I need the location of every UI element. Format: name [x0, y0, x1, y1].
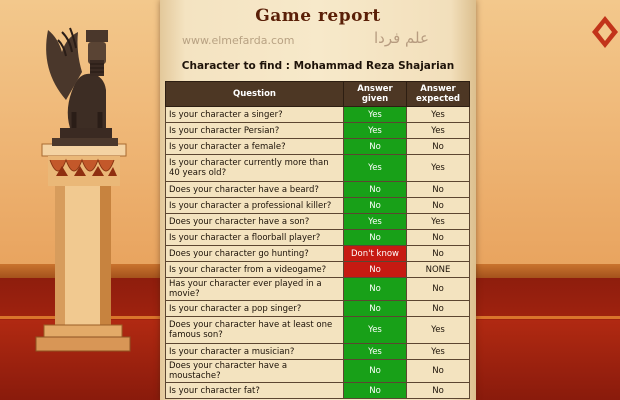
lamassu-statue-icon [46, 28, 108, 128]
question-cell: Is your character a female? [166, 139, 344, 155]
table-row [166, 383, 470, 399]
answer-given-cell: Yes [344, 107, 407, 123]
table-row [166, 155, 470, 182]
character-to-find: Character to find : Mohammad Reza Shajarian [181, 60, 455, 72]
answer-expected-cell: Yes [407, 155, 470, 182]
table-row [166, 344, 470, 360]
answer-given-cell: No [344, 139, 407, 155]
answer-given-cell: No [344, 278, 407, 301]
table-row [166, 317, 470, 344]
answer-given-cell: Don't know [344, 246, 407, 262]
question-cell: Is your character from a videogame? [166, 262, 344, 278]
table-row [166, 198, 470, 214]
table-row [166, 262, 470, 278]
answer-expected-cell: No [407, 139, 470, 155]
answer-expected-cell: No [407, 198, 470, 214]
answer-expected-cell: Yes [407, 123, 470, 139]
question-cell: Does your character have a beard? [166, 182, 344, 198]
answer-given-cell: No [344, 262, 407, 278]
header-answer-expected: Answer expected [407, 82, 470, 107]
answer-expected-cell: No [407, 246, 470, 262]
table-row [166, 107, 470, 123]
question-cell: Is your character Persian? [166, 123, 344, 139]
question-cell: Does your character go hunting? [166, 246, 344, 262]
table-row [166, 214, 470, 230]
question-cell: Is your character a floorball player? [166, 230, 344, 246]
answer-expected-cell: No [407, 278, 470, 301]
game-report-panel [160, 0, 476, 400]
page-title: Game report [255, 6, 381, 26]
table-row [166, 123, 470, 139]
answer-expected-cell: NONE [407, 262, 470, 278]
answer-given-cell: Yes [344, 344, 407, 360]
report-table [165, 81, 470, 399]
answer-expected-cell: No [407, 383, 470, 399]
answer-given-cell: Yes [344, 123, 407, 139]
answer-expected-cell: No [407, 230, 470, 246]
header-question: Question [166, 82, 344, 107]
answer-expected-cell: Yes [407, 107, 470, 123]
table-row [166, 182, 470, 198]
answer-expected-cell: No [407, 182, 470, 198]
question-cell: Does your character have at least one famous son? [166, 317, 344, 344]
table-row [166, 278, 470, 301]
answer-given-cell: Yes [344, 155, 407, 182]
answer-expected-cell: Yes [407, 317, 470, 344]
question-cell: Is your character a musician? [166, 344, 344, 360]
answer-given-cell: No [344, 360, 407, 383]
header-answer-given: Answer given [344, 82, 407, 107]
question-cell: Has your character ever played in a movie? [166, 278, 344, 301]
answer-given-cell: No [344, 198, 407, 214]
answer-given-cell: Yes [344, 214, 407, 230]
answer-expected-cell: Yes [407, 344, 470, 360]
answer-given-cell: Yes [344, 317, 407, 344]
answer-expected-cell: Yes [407, 214, 470, 230]
table-row [166, 301, 470, 317]
answer-expected-cell: No [407, 360, 470, 383]
answer-expected-cell: No [407, 301, 470, 317]
answer-given-cell: No [344, 182, 407, 198]
watermark-arabic: علم فردا [374, 29, 429, 47]
question-cell: Is your character currently more than 40 years old? [166, 155, 344, 182]
answer-given-cell: No [344, 230, 407, 246]
table-row [166, 246, 470, 262]
question-cell: Does your character have a moustache? [166, 360, 344, 383]
table-row [166, 360, 470, 383]
table-row [166, 230, 470, 246]
question-cell: Is your character a professional killer? [166, 198, 344, 214]
answer-given-cell: No [344, 301, 407, 317]
answer-given-cell: No [344, 383, 407, 399]
question-cell: Is your character a pop singer? [166, 301, 344, 317]
question-cell: Is your character fat? [166, 383, 344, 399]
table-row [166, 139, 470, 155]
watermark-url: www.elmefarda.com [182, 34, 295, 47]
question-cell: Is your character a singer? [166, 107, 344, 123]
red-ornament-icon [590, 14, 620, 50]
question-cell: Does your character have a son? [166, 214, 344, 230]
persian-column-icon [0, 0, 165, 400]
